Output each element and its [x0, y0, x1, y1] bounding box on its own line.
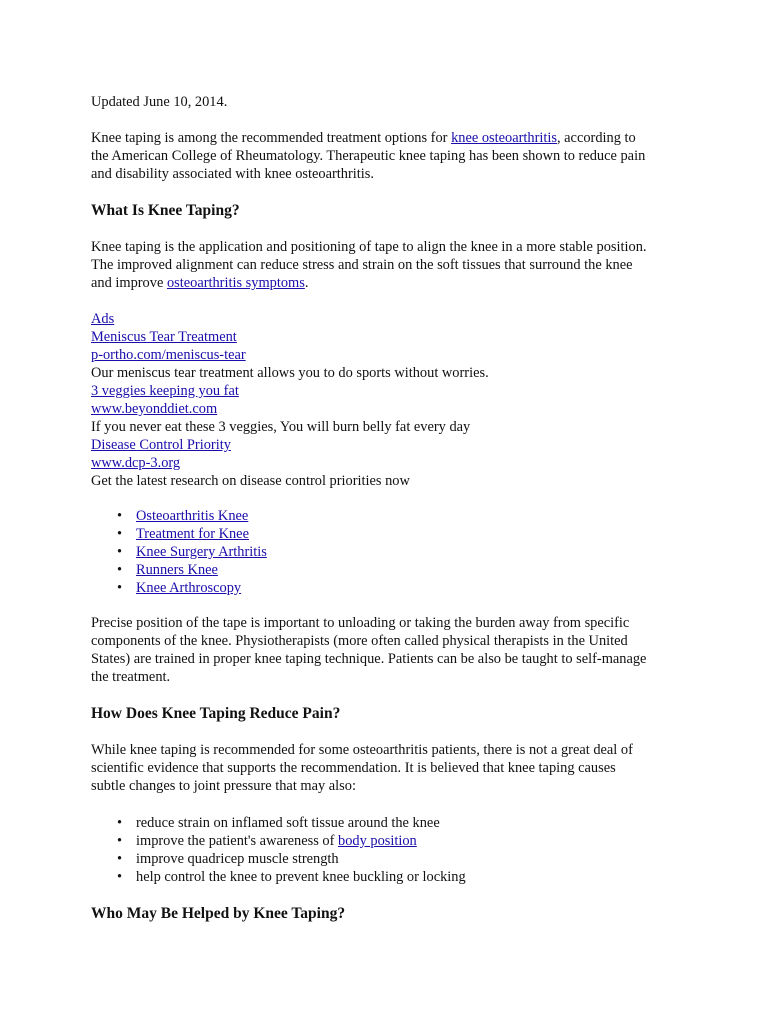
list-item: • improve quadricep muscle strength: [136, 850, 466, 868]
list-item: [136, 507, 267, 525]
intro-line-3: and disability associated with knee osteoarthritis.: [91, 166, 374, 182]
intro-line-2: the American College of Rheumatology. Therapeutic knee taping has been shown to reduce pain: [91, 148, 646, 164]
related-link[interactable]: Knee Arthroscopy: [136, 580, 242, 596]
ad-url-link[interactable]: p-ortho.com/meniscus-tear: [91, 347, 246, 363]
list-item: [136, 561, 267, 579]
list-item: [136, 579, 267, 597]
ads-label-link[interactable]: Ads: [91, 311, 115, 327]
ad-title-link[interactable]: 3 veggies keeping you fat: [91, 383, 239, 399]
list-item: [136, 543, 267, 561]
heading-what-is-knee-taping: What Is Knee Taping?: [91, 202, 240, 219]
list-item: • help control the knee to prevent knee buckling or locking: [136, 868, 466, 886]
intro-line-1: Knee taping is among the recommended treatment options for knee osteoarthritis, according to: [91, 130, 636, 146]
benefits-list: [91, 814, 466, 886]
heading-who-may-be-helped: Who May Be Helped by Knee Taping?: [91, 905, 346, 922]
heading-how-reduce-pain: How Does Knee Taping Reduce Pain?: [91, 705, 341, 722]
ad-description: Our meniscus tear treatment allows you to do sports without worries.: [91, 365, 489, 381]
precise-paragraph: Precise position of the tape is important to unloading or taking the burden away from specific components of the knee. Physiotherapists (more often called physical therapists in the United States) are trained in proper knee taping technique. Patients can be also be taught to self-manage the treatment.: [91, 615, 647, 685]
related-link[interactable]: Runners Knee: [136, 562, 218, 578]
body-position-link[interactable]: body position: [338, 833, 417, 849]
ad-title-link[interactable]: Meniscus Tear Treatment: [91, 329, 237, 345]
ads-block: [91, 310, 489, 490]
ad-description: If you never eat these 3 veggies, You will burn belly fat every day: [91, 419, 471, 435]
what-is-paragraph: Knee taping is the application and positioning of tape to align the knee in a more stable position. The improved alignment can reduce stress and strain on the soft tissues that surround the knee and improve osteoarthritis symptoms.: [91, 239, 647, 291]
knee-osteoarthritis-link[interactable]: knee osteoarthritis: [451, 130, 557, 146]
ad-title-link[interactable]: Disease Control Priority: [91, 437, 231, 453]
related-link[interactable]: Osteoarthritis Knee: [136, 508, 249, 524]
ad-url-link[interactable]: www.dcp-3.org: [91, 455, 181, 471]
related-link[interactable]: Knee Surgery Arthritis: [136, 544, 267, 560]
how-paragraph: While knee taping is recommended for some osteoarthritis patients, there is not a great deal of scientific evidence that supports the recommendation. It is believed that knee taping causes subtle changes to joint pressure that may also:: [91, 742, 633, 794]
osteoarthritis-symptoms-link[interactable]: osteoarthritis symptoms: [166, 275, 305, 291]
related-link[interactable]: Treatment for Knee: [136, 526, 249, 542]
intro-paragraph: [91, 129, 645, 183]
ad-description: Get the latest research on disease control priorities now: [91, 473, 410, 489]
list-item: • improve the patient's awareness of body position: [136, 832, 466, 850]
list-item: • reduce strain on inflamed soft tissue around the knee: [136, 814, 466, 832]
updated-date: Updated June 10, 2014.: [91, 94, 228, 110]
ad-url-link[interactable]: www.beyonddiet.com: [91, 401, 218, 417]
related-links-list: [91, 507, 267, 597]
list-item: [136, 525, 267, 543]
